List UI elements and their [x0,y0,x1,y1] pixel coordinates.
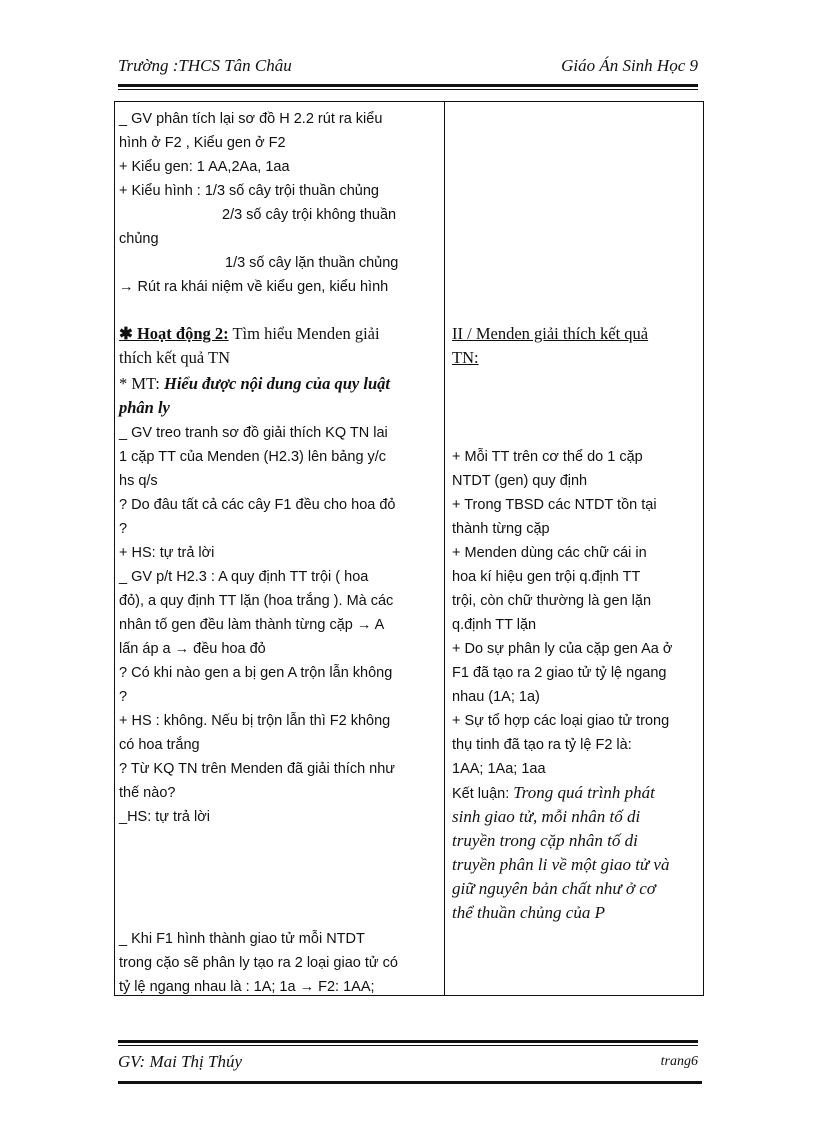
text-line: + HS: tự trả lời [119,545,215,561]
column-divider [444,102,445,995]
page-header [118,54,698,86]
text-line: _HS: tự trả lời [119,809,210,825]
text-line: đỏ), a quy định TT lặn (hoa trắng ). Mà các [119,593,394,609]
footer-shadow-rule [118,1078,702,1084]
objective-line [119,374,390,394]
conclusion-text-line: sinh giao tử, mỗi nhân tố di [452,807,641,826]
text-line: + Kiểu gen: 1 AA,2Aa, 1aa [119,159,290,175]
school-name: Trường :THCS Tân Châu [118,56,292,75]
text-line: _ Khi F1 hình thành giao tử mỗi NTDT [119,931,365,947]
page-number: trang6 [660,1054,698,1069]
text-line: trong cặo sẽ phân ly tạo ra 2 loại giao tử có [119,955,398,971]
footer-rule-thin [118,1045,698,1046]
conclusion-text-line: giữ nguyên bản chất như ở cơ [452,879,656,898]
section-heading-cont: TN: [452,348,479,367]
text-line: F1 đã tạo ra 2 giao tử tỷ lệ ngang [452,665,667,681]
text-line: phân ly [119,398,170,417]
text-line: nhau (1A; 1a) [452,689,540,705]
text-line: ? Có khi nào gen a bị gen A trộn lẫn không [119,665,393,681]
activity-2-title: Tìm hiểu Menden giải [228,324,380,343]
text-line: 1 cặp TT của Menden (H2.3) lên bảng y/c [119,449,387,465]
text-line: → Rút ra khái niệm về kiểu gen, kiểu hình [119,279,389,295]
text-line: tỷ lệ ngang nhau là : 1A; 1a → F2: 1AA; [119,979,375,995]
text-line: nhân tố gen đều làm thành từng cặp → A [119,617,385,633]
conclusion-label: Kết luận: [452,786,510,802]
text-line: ? [119,689,128,705]
text-line: + Kiểu hình : 1/3 số cây trội thuần chủng [119,183,379,199]
text-line: + Menden dùng các chữ cái in [452,545,647,561]
text-line: trội, còn chữ thường là gen lặn [452,593,652,609]
text-line: lấn áp a → đều hoa đỏ [119,641,266,657]
activity-2-heading [119,324,380,344]
conclusion-text-line: truyền phân li về một giao tử và [452,855,670,874]
text-line: thích kết quả TN [119,348,231,367]
header-rule-thin [118,89,698,90]
text-line: 1/3 số cây lặn thuần chủng [225,255,399,271]
page-footer [118,1040,698,1080]
text-line: + Sự tổ hợp các loại giao tử trong [452,713,670,729]
text-line: hình ở F2 , Kiểu gen ở F2 [119,135,286,151]
text-line: + HS : không. Nếu bị trộn lẫn thì F2 không [119,713,391,729]
text-line: hs q/s [119,473,158,489]
objective-label: * MT: [119,374,160,393]
text-line: thế nào? [119,785,176,801]
conclusion-line [452,783,655,804]
lesson-table [114,101,704,996]
conclusion-text: Trong quá trình phát [513,783,655,802]
text-line: + Do sự phân ly của cặp gen Aa ở [452,641,673,657]
text-line: q.định TT lặn [452,617,537,633]
section-heading: II / Menden giải thích kết quả [452,324,649,343]
text-line: _ GV treo tranh sơ đồ giải thích KQ TN lai [119,425,388,441]
objective-text: Hiểu được nội dung của quy luật [164,374,390,393]
text-line: ? Từ KQ TN trên Menden đã giải thích như [119,761,395,777]
text-line: 2/3 số cây trội không thuần [222,207,397,223]
text-line: ? Do đâu tất cả các cây F1 đều cho hoa đỏ [119,497,396,513]
text-line: có hoa trắng [119,737,200,753]
text-line: NTDT (gen) quy định [452,473,588,489]
teacher-name: GV: Mai Thị Thúy [118,1052,243,1071]
text-line: ? [119,521,128,537]
header-rule-thick [118,84,698,87]
subject-title: Giáo Án Sinh Học 9 [561,56,698,75]
text-line: hoa kí hiệu gen trội q.định TT [452,569,641,585]
text-line: + Trong TBSD các NTDT tồn tại [452,497,657,513]
text-line: chủng [119,231,159,247]
conclusion-text-line: truyền trong cặp nhân tố di [452,831,638,850]
text-line: _ GV p/t H2.3 : A quy định TT trội ( hoa [119,569,369,585]
text-line: thụ tinh đã tạo ra tỷ lệ F2 là: [452,737,632,753]
conclusion-text-line: thể thuần chủng của P [452,903,605,922]
text-line: 1AA; 1Aa; 1aa [452,761,546,777]
text-line: + Mỗi TT trên cơ thể do 1 cặp [452,449,643,465]
text-line: thành từng cặp [452,521,550,537]
text-line: _ GV phân tích lại sơ đồ H 2.2 rút ra kiểu [119,111,383,127]
activity-2-label: ✱ Hoạt động 2: [119,324,229,343]
footer-rule-thick [118,1040,698,1043]
